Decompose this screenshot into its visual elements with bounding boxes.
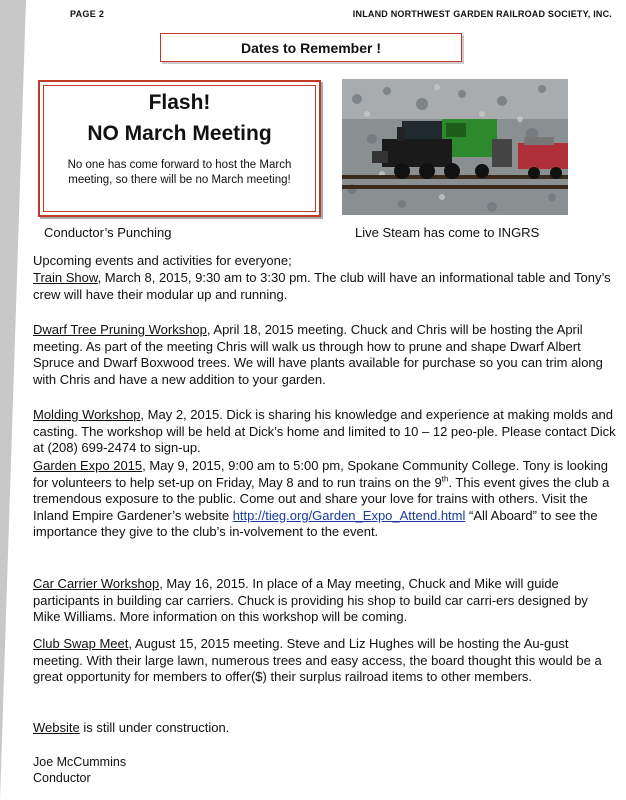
event-train-show	[33, 270, 618, 303]
dates-title: Dates to Remember !	[240, 39, 382, 56]
flash-subtitle: NO March Meeting	[87, 122, 272, 145]
live-steam-photo	[342, 79, 568, 215]
flash-note: No one has come forward to host the March meeting, so there will be no March meeting!	[67, 159, 292, 186]
event-details: , May 16, 2015. In place of a May meeting, Chuck and Mike will guide participants in building car carriers. Chuck is providing his shop to build car carri-ers designed by Mike Williams. More information on this workshop will be coming.	[33, 576, 588, 625]
flash-inner-border	[43, 85, 316, 212]
event-details: , August 15, 2015 meeting. Steve and Liz Hughes will be hosting the Au-gust meeting. With their large lawn, numerous trees and easy access, the board thought this would be a great opportunity for members to offer($) their surplus railroad items to other members.	[33, 636, 602, 685]
decorative-side-bar	[0, 0, 26, 800]
event-molding	[33, 407, 618, 457]
flash-title: Flash!	[148, 91, 211, 114]
event-details: , May 9, 2015, 9:00 am to 5:00 pm, Spokane Community College. Tony is looking for volunteers to help set-up on Friday, May 8 and to run trains on the 9	[33, 458, 608, 490]
photo-caption-right: Live Steam has come to INGRS	[355, 225, 540, 240]
event-name: Train Show	[33, 270, 98, 285]
intro-text: Upcoming events and activities for everyone;	[33, 253, 292, 268]
event-name: Molding Workshop	[33, 407, 141, 422]
dates-to-remember-banner	[160, 33, 462, 62]
signature	[33, 755, 618, 786]
tieg-website-link[interactable]: http://tieg.org/Garden_Expo_Attend.html	[232, 507, 466, 523]
flash-notice-box	[38, 80, 321, 217]
event-details: , May 2, 2015. Dick is sharing his knowledge and experience at making molds and casting. The workshop will be held at Dick’s home and limited to 10 – 12 peo-ple. Please contact Dick at (208) 699-2474 to sign-up.	[33, 407, 616, 456]
event-car-carrier	[33, 576, 618, 626]
website-details: is still under construction.	[79, 720, 230, 735]
event-garden-expo	[33, 458, 618, 541]
superscript: th	[441, 474, 449, 484]
event-details-end: “All Aboard” to see the importance they give to the club’s in-volvement to the event.	[33, 507, 598, 540]
website-label: Website	[33, 720, 80, 735]
event-name: Garden Expo 2015	[33, 458, 143, 473]
event-details: , April 18, 2015 meeting. Chuck and Chris will be hosting the April meeting. As part of the meeting Chris will walk us through how to prune and shape Dwarf Albert Spruce and Dwarf Boxwood trees. We will have plants available for purchase so you can trim along with Chris and have a new addition to your garden.	[33, 322, 603, 387]
signature-title: Conductor	[33, 770, 91, 785]
event-details-cont: . This event gives the club a tremendous exposure to the public. Come out and share your love for trains with others. Visit the Inland Empire Gardener’s website	[33, 474, 610, 523]
event-name: Car Carrier Workshop	[33, 576, 160, 591]
photo-caption-left: Conductor’s Punching	[44, 225, 172, 240]
website-status	[33, 720, 618, 737]
event-dwarf-tree	[33, 322, 618, 388]
page-label: PAGE 2	[70, 9, 105, 19]
signature-name: Joe McCummins	[33, 755, 127, 769]
event-swap-meet	[33, 636, 618, 686]
society-name: INLAND NORTHWEST GARDEN RAILROAD SOCIETY, INC.	[352, 9, 612, 19]
event-details: , March 8, 2015, 9:30 am to 3:30 pm. The club will have an informational table and Tony’s crew will have their modular up and running.	[33, 270, 611, 302]
event-name: Club Swap Meet	[33, 636, 129, 651]
event-name: Dwarf Tree Pruning Workshop	[33, 322, 207, 337]
